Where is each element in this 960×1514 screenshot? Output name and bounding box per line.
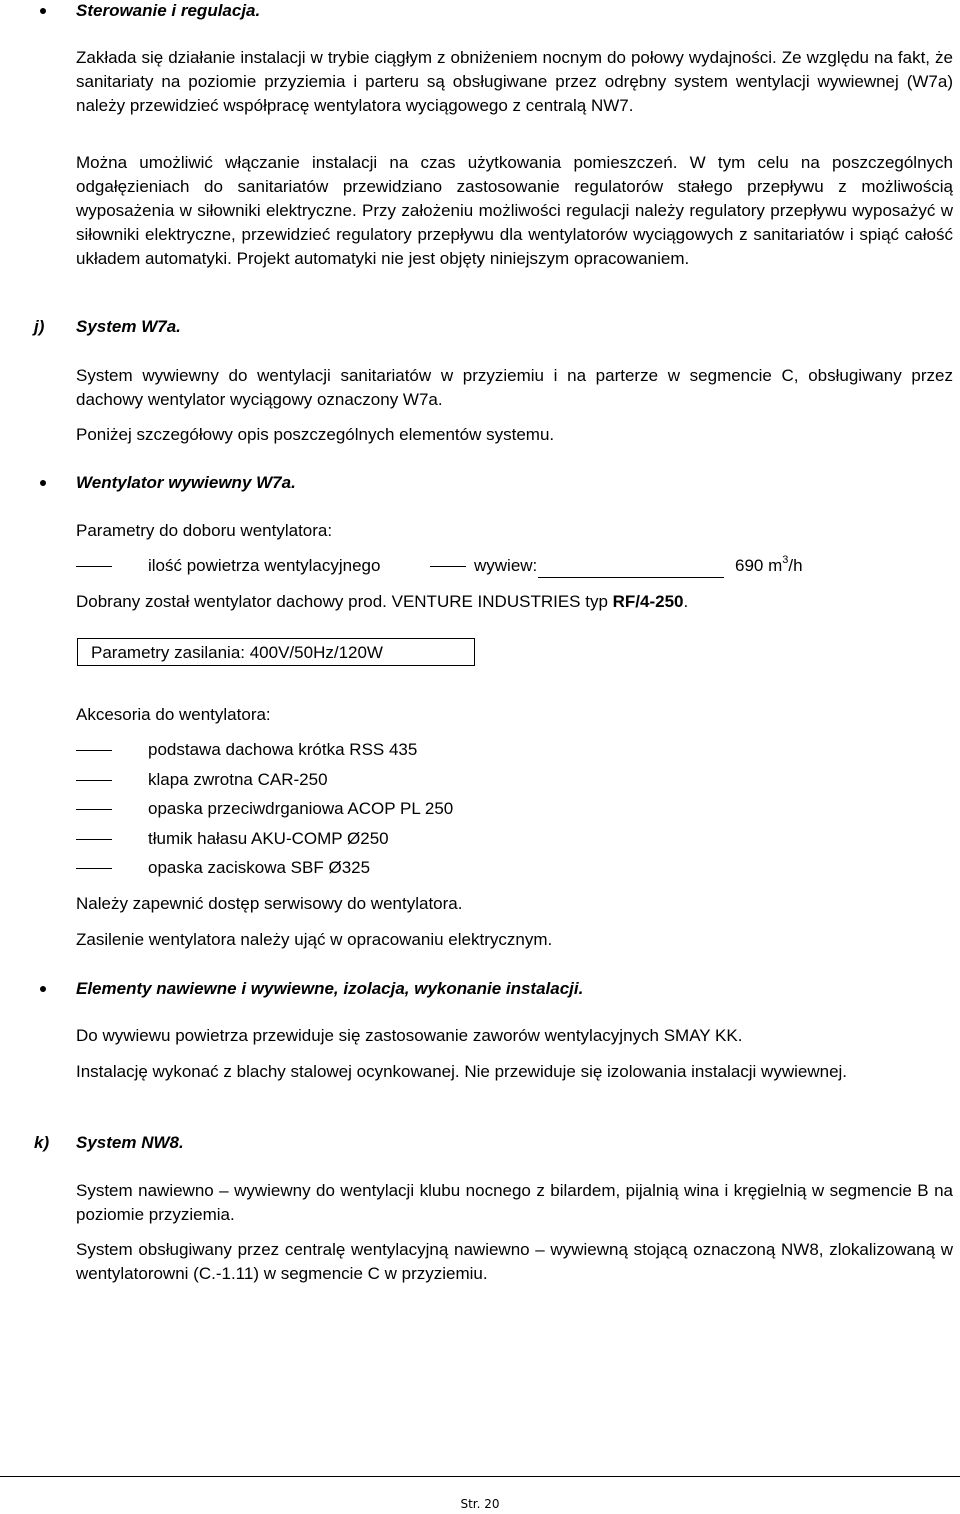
dash-icon [76, 868, 112, 869]
page-number: Str. 20 [460, 1497, 500, 1511]
bullet-icon [40, 986, 46, 992]
section-marker-k: k) [34, 1133, 50, 1152]
param-value: 690 $m^3/h$ [735, 554, 803, 575]
bullet-icon [40, 8, 46, 14]
paragraph-elementy-1: Do wywiewu powietrza przewiduje się zastosowanie zaworów wentylacyjnych SMAY KK. [76, 1026, 743, 1045]
paragraph-w7a-1: System wywiewny do wentylacji sanitariatów w przyziemiu i na parterze w segmencie C, obsługiwany przez dachowy wentylator wyciągowy oznaczony W7a. [76, 366, 953, 409]
section-heading-wentylator: Wentylator wywiewny W7a. [76, 473, 296, 492]
section-heading-system-nw8: System NW8. [76, 1133, 184, 1152]
param-name: ilość powietrza wentylacyjnego [148, 556, 381, 575]
accessory-item: tłumik hałasu AKU-COMP Ø250 [148, 829, 389, 848]
dash-icon [76, 750, 112, 751]
power-params-text: Parametry zasilania: 400V/50Hz/120W [91, 643, 383, 662]
paragraph-elementy-2: Instalację wykonać z blachy stalowej ocynkowanej. Nie przewiduje się izolowania instalacji wywiewnej. [76, 1062, 848, 1081]
paragraph-sterowanie-2: Można umożliwić włączanie instalacji na czas użytkowania pomieszczeń. W tym celu na poszczególnych odgałęzieniach do sanitariatów przewidziano zastosowanie regulatorów stałego przepływu z możliwością wyposażenia w siłowniki elektryczne. Przy założeniu możliwości regulacji należy regulatory przepływu wyposażyć w siłowniki elektryczne, przewidzieć regulatory przepływu dla wentylatorów wyciągowych z sanitariatów i spiąć całość układem automatyki. Projekt automatyki nie jest objęty niniejszym opracowaniem. [76, 153, 953, 268]
section-marker-j: j) [34, 317, 45, 336]
fill-line [538, 577, 724, 578]
dash-icon [430, 566, 466, 567]
section-heading-elementy: Elementy nawiewne i wywiewne, izolacja, wykonanie instalacji. [76, 979, 584, 998]
section-heading-system-w7a: System W7a. [76, 317, 181, 336]
accessory-item: podstawa dachowa krótka RSS 435 [148, 740, 418, 759]
section-heading-sterowanie: Sterowanie i regulacja. [76, 1, 261, 20]
paragraph-nw8-2: System obsługiwany przez centralę wentylacyjną nawiewno – wywiewną stojącą oznaczoną NW8, zlokalizowaną w wentylatorowni (C.-1.11) w segmencie C w przyziemiu. [76, 1240, 953, 1283]
dash-icon [76, 809, 112, 810]
paragraph-w7a-2: Poniżej szczegółowy opis poszczególnych elementów systemu. [76, 425, 555, 444]
chosen-fan: Dobrany został wentylator dachowy prod. VENTURE INDUSTRIES typ RF/4-250. [76, 592, 689, 611]
bullet-icon [40, 480, 46, 486]
accessories-label: Akcesoria do wentylatora: [76, 705, 271, 724]
dash-icon [76, 566, 112, 567]
note-power: Zasilenie wentylatora należy ująć w opracowaniu elektrycznym. [76, 930, 553, 949]
dash-icon [76, 839, 112, 840]
dash-icon [76, 780, 112, 781]
accessory-item: klapa zwrotna CAR-250 [148, 770, 328, 789]
accessory-item: opaska przeciwdrganiowa ACOP PL 250 [148, 799, 454, 818]
paragraph-sterowanie-1: Zakłada się działanie instalacji w trybie ciągłym z obniżeniem nocnym do połowy wydajności. Ze względu na fakt, że sanitariaty na poziomie przyziemia i parteru są obsługiwane przez odrębny system wentylacji wywiewnej (W7a) należy przewidzieć współpracę wentylatora wyciągowego z centralą NW7. [76, 48, 953, 115]
power-params-box [77, 638, 475, 666]
param-kind: wywiew: [474, 556, 538, 575]
footer-divider [0, 1476, 960, 1477]
params-label: Parametry do doboru wentylatora: [76, 521, 333, 540]
accessory-item: opaska zaciskowa SBF Ø325 [148, 858, 371, 877]
note-service: Należy zapewnić dostęp serwisowy do wentylatora. [76, 894, 463, 913]
paragraph-nw8-1: System nawiewno – wywiewny do wentylacji klubu nocnego z bilardem, pijalnią wina i kręgielnią w segmencie B na poziomie przyziemia. [76, 1181, 953, 1224]
